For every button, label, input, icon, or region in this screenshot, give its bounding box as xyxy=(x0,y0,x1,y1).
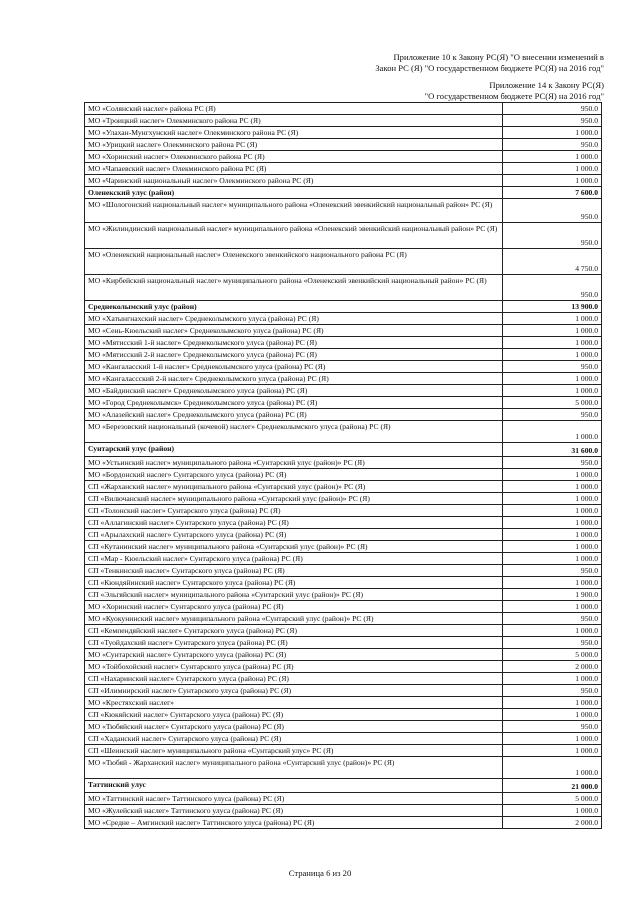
amount-cell: 950.0 xyxy=(503,139,602,151)
table-row xyxy=(85,757,602,779)
amount-cell: 1 000.0 xyxy=(503,337,602,349)
table-row xyxy=(85,529,602,541)
table-row xyxy=(85,493,602,505)
annex-14-line-1: Приложение 14 к Закону РС(Я) xyxy=(489,80,604,90)
municipality-name-cell: МО «Кангалассский 2-й наслег» Среднеколымского улуса (района) РС (Я) xyxy=(85,373,503,385)
section-row xyxy=(85,187,602,199)
municipality-name-cell: СП «Арылахский наслег» Сунтарского улуса (района) РС (Я) xyxy=(85,529,503,541)
table-row xyxy=(85,103,602,115)
municipality-name-cell: МО «Алазейский наслег» Среднеколымского улуса (района) РС (Я) xyxy=(85,409,503,421)
municipality-name-cell: МО «Мятисский 1-й наслег» Среднеколымского улуса (района) РС (Я) xyxy=(85,337,503,349)
municipality-name-cell: МО «Троицкий наслег» Олекминского района РС (Я) xyxy=(85,115,503,127)
municipality-name-cell: МО «Тюбяй - Жарханский наслег» муниципального района «Сунтарский улус (район)» РС (Я) xyxy=(85,757,503,779)
section-title-cell: Оленекский улус (район) xyxy=(85,187,503,199)
amount-cell: 950.0 xyxy=(503,685,602,697)
amount-cell: 950.0 xyxy=(503,199,602,223)
municipality-name-cell: СП «Мар - Кюельский наслег» Сунтарского улуса (района) РС (Я) xyxy=(85,553,503,565)
municipality-name-cell: МО «Хатынгнахский наслег» Среднеколымского улуса (района) РС (Я) xyxy=(85,313,503,325)
section-title-cell: Сунтарский улус (район) xyxy=(85,443,503,457)
municipality-name-cell: СП «Туойдахский наслег» Сунтарского улуса (района) РС (Я) xyxy=(85,637,503,649)
table-row xyxy=(85,313,602,325)
municipality-name-cell: МО «Мятисский 2-й наслег» Среднеколымского улуса (района) РС (Я) xyxy=(85,349,503,361)
table-row xyxy=(85,637,602,649)
municipality-name-cell: МО «Улахан-Мунгхунский наслег» Олекминского района РС (Я) xyxy=(85,127,503,139)
amount-cell: 1 000.0 xyxy=(503,541,602,553)
section-row xyxy=(85,779,602,793)
amount-cell: 950.0 xyxy=(503,275,602,301)
annex-10-header xyxy=(344,52,604,74)
municipality-name-cell: СП «Кюкяйский наслег» Сунтарского улуса (района) РС (Я) xyxy=(85,709,503,721)
table-row xyxy=(85,709,602,721)
amount-cell: 950.0 xyxy=(503,409,602,421)
municipality-name-cell: СП «Кемпендяйский наслег» Сунтарского улуса (района) РС (Я) xyxy=(85,625,503,637)
municipality-name-cell: МО «Оленекский национальный наслег» Оленекского эвенкийского национального района РС (Я) xyxy=(85,249,503,275)
municipality-name-cell: СП «Кутанинский наслег» муниципального района «Сунтарский улус (район)» РС (Я) xyxy=(85,541,503,553)
amount-cell: 1 000.0 xyxy=(503,385,602,397)
amount-cell: 1 000.0 xyxy=(503,325,602,337)
table-row xyxy=(85,649,602,661)
table-row xyxy=(85,385,602,397)
amount-cell: 5 000.0 xyxy=(503,649,602,661)
municipality-name-cell: СП «Кюндяйинский наслег» Сунтарского улуса (района) РС (Я) xyxy=(85,577,503,589)
table-row xyxy=(85,745,602,757)
table-row xyxy=(85,249,602,275)
amount-cell: 950.0 xyxy=(503,613,602,625)
amount-cell: 2 000.0 xyxy=(503,661,602,673)
amount-cell: 1 000.0 xyxy=(503,697,602,709)
section-total-cell: 31 600.0 xyxy=(503,443,602,457)
table-row xyxy=(85,553,602,565)
municipality-name-cell: МО «Хоринский наслег» Сунтарского улуса (района) РС (Я) xyxy=(85,601,503,613)
municipality-name-cell: МО «Чапаевский наслег» Олекминского района РС (Я) xyxy=(85,163,503,175)
table-body xyxy=(85,103,602,829)
table-row xyxy=(85,817,602,829)
municipality-name-cell: СП «Илимнирский наслег» Сунтарского улуса (района) РС (Я) xyxy=(85,685,503,697)
amount-cell: 1 000.0 xyxy=(503,163,602,175)
municipality-name-cell: СП «Шеинский наслег» муниципального района «Сунтарский улус» РС (Я) xyxy=(85,745,503,757)
amount-cell: 1 000.0 xyxy=(503,577,602,589)
table-row xyxy=(85,505,602,517)
table-row xyxy=(85,139,602,151)
table-row xyxy=(85,275,602,301)
amount-cell: 950.0 xyxy=(503,115,602,127)
table-row xyxy=(85,793,602,805)
section-row xyxy=(85,301,602,313)
page-number: Страница 6 из 20 xyxy=(288,868,352,878)
municipality-name-cell: МО «Байдинский наслег» Среднеколымского улуса (района) РС (Я) xyxy=(85,385,503,397)
table-row xyxy=(85,661,602,673)
amount-cell: 1 000.0 xyxy=(503,505,602,517)
municipality-name-cell: СП «Жарханский наслег» муниципального района «Сунтарский улус (район)» РС (Я) xyxy=(85,481,503,493)
municipality-name-cell: МО «Бордонский наслег» Сунтарского улуса (района) РС (Я) xyxy=(85,469,503,481)
amount-cell: 1 900.0 xyxy=(503,589,602,601)
amount-cell: 950.0 xyxy=(503,103,602,115)
municipality-name-cell: МО «Урицкий наслег» Олекминского района РС (Я) xyxy=(85,139,503,151)
municipality-name-cell: СП «Эльгяйский наслег» муниципального района «Сунтарский улус (район)» РС (Я) xyxy=(85,589,503,601)
table-row xyxy=(85,349,602,361)
table-row xyxy=(85,397,602,409)
municipality-name-cell: МО «Тойбохойский наслег» Сунтарского улуса (района) РС (Я) xyxy=(85,661,503,673)
municipality-name-cell: МО «Тюбяйский наслег» Сунтарского улуса (района) РС (Я) xyxy=(85,721,503,733)
amount-cell: 1 000.0 xyxy=(503,673,602,685)
amount-cell: 950.0 xyxy=(503,637,602,649)
table-row xyxy=(85,361,602,373)
amount-cell: 1 000.0 xyxy=(503,709,602,721)
section-row xyxy=(85,443,602,457)
table-row xyxy=(85,469,602,481)
table-row xyxy=(85,223,602,249)
table-row xyxy=(85,673,602,685)
amount-cell: 1 000.0 xyxy=(503,421,602,443)
table-row xyxy=(85,721,602,733)
amount-cell: 950.0 xyxy=(503,457,602,469)
table-row xyxy=(85,517,602,529)
table-row xyxy=(85,577,602,589)
section-total-cell: 21 000.0 xyxy=(503,779,602,793)
table-row xyxy=(85,199,602,223)
table-row xyxy=(85,163,602,175)
amount-cell: 1 000.0 xyxy=(503,493,602,505)
amount-cell: 1 000.0 xyxy=(503,805,602,817)
table-row xyxy=(85,625,602,637)
municipality-name-cell: МО «Сунтарский наслег» Сунтарского улуса (района) РС (Я) xyxy=(85,649,503,661)
table-row xyxy=(85,175,602,187)
table-row xyxy=(85,151,602,163)
municipality-name-cell: СП «Вилючанский наслег» муниципального района «Сунтарский улус (район)» РС (Я) xyxy=(85,493,503,505)
table-row xyxy=(85,601,602,613)
table-row xyxy=(85,127,602,139)
amount-cell: 1 000.0 xyxy=(503,469,602,481)
table-row xyxy=(85,541,602,553)
table-row xyxy=(85,697,602,709)
table-row xyxy=(85,481,602,493)
municipality-name-cell: МО «Жилиндинский национальный наслег» муниципального района «Оленекский эвенкийский национальный район» РС (Я) xyxy=(85,223,503,249)
amount-cell: 4 750.0 xyxy=(503,249,602,275)
table-row xyxy=(85,805,602,817)
amount-cell: 1 000.0 xyxy=(503,313,602,325)
municipality-name-cell: МО «Хоринский наслег» Олекминского района РС (Я) xyxy=(85,151,503,163)
amount-cell: 1 000.0 xyxy=(503,625,602,637)
amount-cell: 1 000.0 xyxy=(503,757,602,779)
municipality-name-cell: СП «Аллагинский наслег» Сунтарского улуса (района) РС (Я) xyxy=(85,517,503,529)
annex-10-line-2: Закон РС (Я) "О государственном бюджете РС(Я) на 2016 год" xyxy=(375,63,604,73)
amount-cell: 1 000.0 xyxy=(503,175,602,187)
municipality-name-cell: МО «Сень-Кюельский наслег» Среднеколымского улуса (района) РС (Я) xyxy=(85,325,503,337)
amount-cell: 1 000.0 xyxy=(503,151,602,163)
amount-cell: 1 000.0 xyxy=(503,601,602,613)
table-row xyxy=(85,613,602,625)
amount-cell: 950.0 xyxy=(503,361,602,373)
municipality-name-cell: МО «Крестяхский наслег» xyxy=(85,697,503,709)
table-row xyxy=(85,733,602,745)
municipality-name-cell: МО «Кирбейский национальный наслег» муниципального района «Оленекский эвенкийский национальный район» РС (Я) xyxy=(85,275,503,301)
table-row xyxy=(85,421,602,443)
amount-cell: 2 000.0 xyxy=(503,817,602,829)
amount-cell: 950.0 xyxy=(503,565,602,577)
amount-cell: 5 000.0 xyxy=(503,793,602,805)
table-row xyxy=(85,457,602,469)
budget-allocation-table xyxy=(84,102,602,829)
table-row xyxy=(85,565,602,577)
municipality-name-cell: МО «Устьинский наслег» муниципального района «Сунтарский улус (район)» РС (Я) xyxy=(85,457,503,469)
municipality-name-cell: МО «Таттинский наслег» Таттинского улуса (района) РС (Я) xyxy=(85,793,503,805)
amount-cell: 1 000.0 xyxy=(503,745,602,757)
municipality-name-cell: МО «Куокунинский наслег» муниципального района «Сунтарский улус (район)» РС (Я) xyxy=(85,613,503,625)
amount-cell: 1 000.0 xyxy=(503,553,602,565)
municipality-name-cell: МО «Чаринский национальный наслег» Олекминского района РС (Я) xyxy=(85,175,503,187)
municipality-name-cell: СП «Толонский наслег» Сунтарского улуса (района) РС (Я) xyxy=(85,505,503,517)
amount-cell: 1 000.0 xyxy=(503,373,602,385)
annex-14-header xyxy=(404,80,604,102)
table-row xyxy=(85,409,602,421)
amount-cell: 1 000.0 xyxy=(503,529,602,541)
amount-cell: 950.0 xyxy=(503,721,602,733)
municipality-name-cell: СП «Хаданский наслег» Сунтарского улуса (района) РС (Я) xyxy=(85,733,503,745)
table-row xyxy=(85,589,602,601)
municipality-name-cell: МО «Шологонский национальный наслег» муниципального района «Оленекский эвенкийский национальный район» РС (Я) xyxy=(85,199,503,223)
municipality-name-cell: СП «Тенкинский наслег» Сунтарского улуса (района) РС (Я) xyxy=(85,565,503,577)
table-row xyxy=(85,337,602,349)
section-total-cell: 13 900.0 xyxy=(503,301,602,313)
municipality-name-cell: МО «Кангаласский 1-й наслег» Среднеколымского улуса (района) РС (Я) xyxy=(85,361,503,373)
amount-cell: 1 000.0 xyxy=(503,733,602,745)
amount-cell: 1 000.0 xyxy=(503,517,602,529)
section-title-cell: Среднеколымский улус (район) xyxy=(85,301,503,313)
table-row xyxy=(85,325,602,337)
municipality-name-cell: МО «Город Среднеколымск» Среднеколымского улуса (района) РС (Я) xyxy=(85,397,503,409)
municipality-name-cell: СП «Нахаринский наслег» Сунтарского улуса (района) РС (Я) xyxy=(85,673,503,685)
amount-cell: 5 000.0 xyxy=(503,397,602,409)
annex-10-line-1: Приложение 10 к Закону РС(Я) "О внесении изменений в xyxy=(393,52,604,62)
table-row xyxy=(85,115,602,127)
municipality-name-cell: МО «Солянский наслег» района РС (Я) xyxy=(85,103,503,115)
municipality-name-cell: МО «Средне – Амгинский наслег» Таттинского улуса (района) РС (Я) xyxy=(85,817,503,829)
amount-cell: 1 000.0 xyxy=(503,127,602,139)
section-total-cell: 7 600.0 xyxy=(503,187,602,199)
amount-cell: 1 000.0 xyxy=(503,481,602,493)
municipality-name-cell: МО «Жулейский наслег» Таттинского улуса (района) РС (Я) xyxy=(85,805,503,817)
municipality-name-cell: МО «Березовский национальный (кочевой) наслег» Среднеколымского улуса (района) РС (Я) xyxy=(85,421,503,443)
annex-14-line-2: "О государственном бюджете РС(Я) на 2016 год" xyxy=(424,91,604,101)
table-row xyxy=(85,373,602,385)
amount-cell: 950.0 xyxy=(503,223,602,249)
table-row xyxy=(85,685,602,697)
amount-cell: 1 000.0 xyxy=(503,349,602,361)
section-title-cell: Таттинский улус xyxy=(85,779,503,793)
